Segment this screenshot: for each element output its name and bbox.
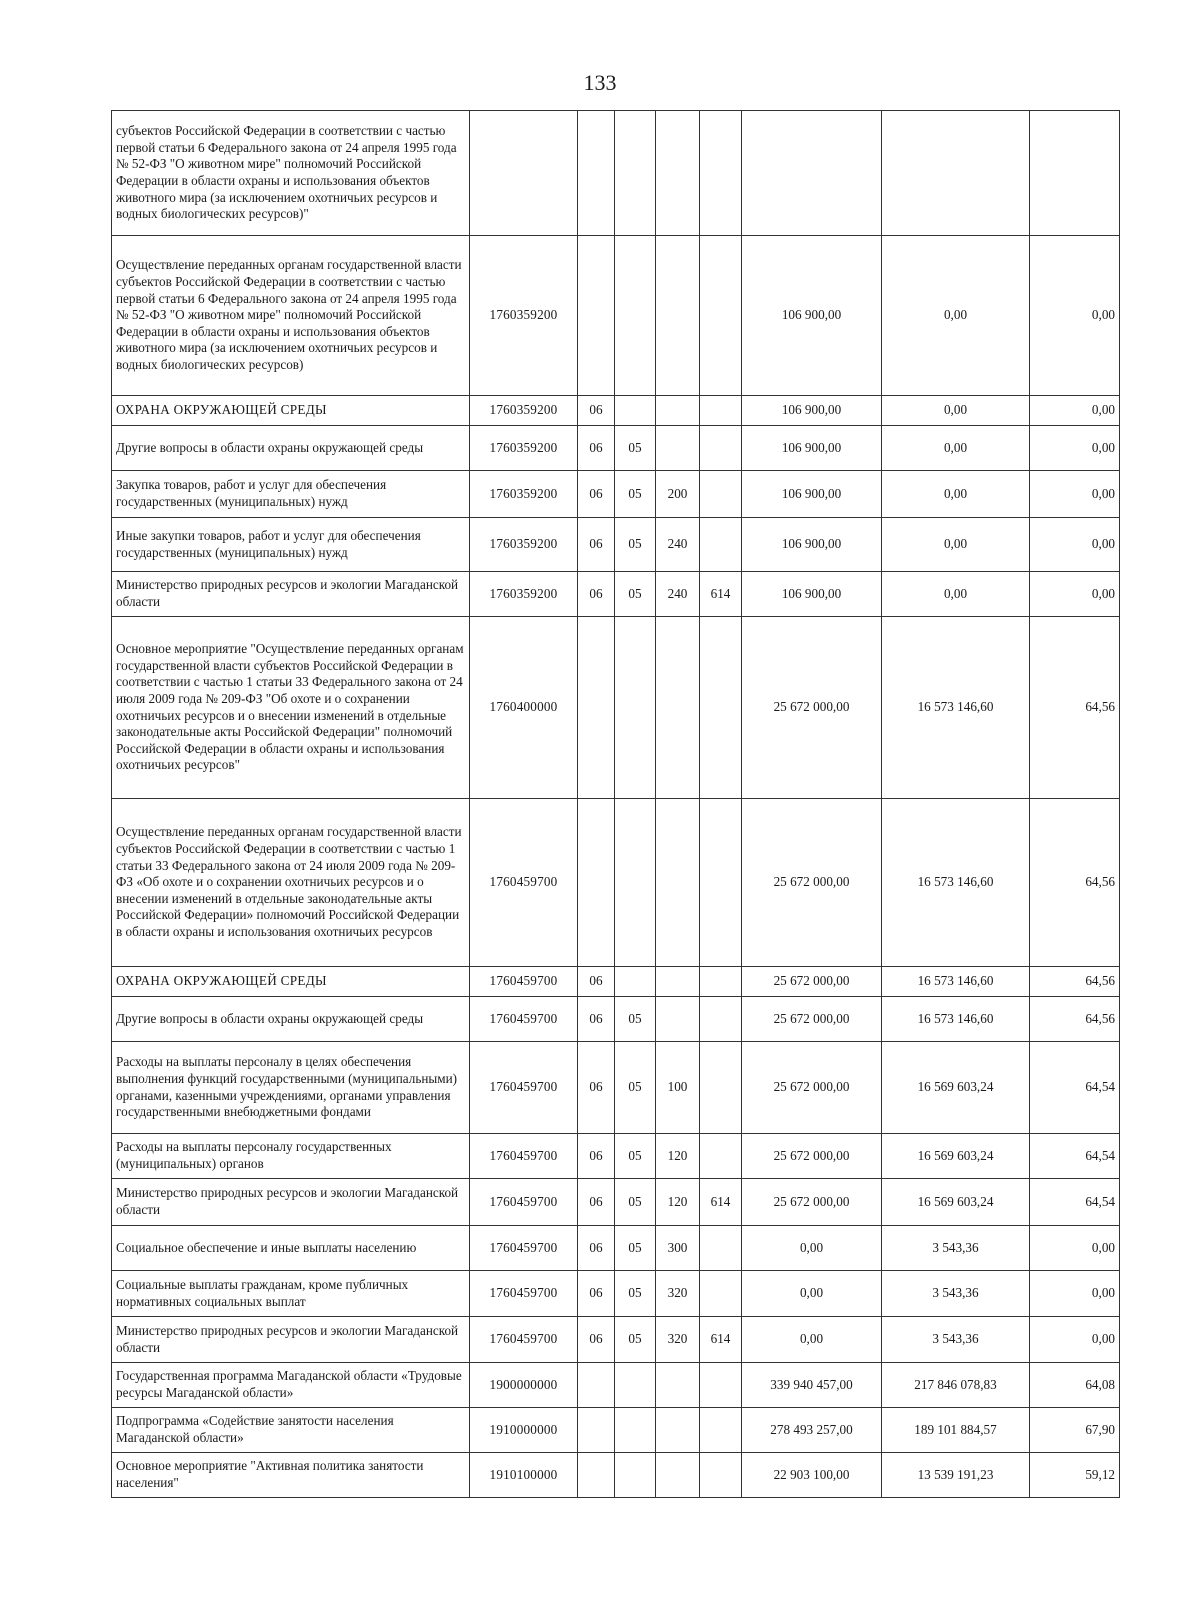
row-percent: 64,56 [1030,617,1120,799]
row-plan: 25 672 000,00 [742,1042,882,1134]
row-gr [700,967,742,997]
table-row [112,1179,1120,1226]
row-plan: 22 903 100,00 [742,1453,882,1498]
row-percent: 64,54 [1030,1042,1120,1134]
row-name: Государственная программа Магаданской области «Трудовые ресурсы Магаданской области» [112,1363,470,1408]
row-target-code: 1760359200 [470,236,578,396]
row-gr [700,1042,742,1134]
row-name: Иные закупки товаров, работ и услуг для обеспечения государственных (муниципальных) нужд [112,518,470,572]
row-executed: 16 569 603,24 [882,1179,1030,1226]
table-row [112,1042,1120,1134]
row-section [578,111,615,236]
row-target-code: 1760459700 [470,1271,578,1317]
row-gr [700,518,742,572]
table-row [112,1408,1120,1453]
row-target-code: 1760400000 [470,617,578,799]
row-subsection: 05 [615,426,656,471]
row-name: Подпрограмма «Содействие занятости населения Магаданской области» [112,1408,470,1453]
row-expense-type [656,617,700,799]
row-section: 06 [578,1134,615,1179]
row-section: 06 [578,471,615,518]
row-executed: 3 543,36 [882,1317,1030,1363]
row-plan: 25 672 000,00 [742,1134,882,1179]
row-subsection: 05 [615,471,656,518]
table-row [112,236,1120,396]
row-expense-type [656,967,700,997]
row-expense-type: 320 [656,1271,700,1317]
table-row [112,518,1120,572]
row-expense-type [656,1363,700,1408]
row-percent: 0,00 [1030,1317,1120,1363]
row-name: Министерство природных ресурсов и экологии Магаданской области [112,572,470,617]
row-expense-type [656,111,700,236]
row-section [578,799,615,967]
row-target-code: 1760459700 [470,1317,578,1363]
row-executed: 0,00 [882,471,1030,518]
row-executed: 16 573 146,60 [882,799,1030,967]
row-executed: 3 543,36 [882,1226,1030,1271]
row-expense-type: 200 [656,471,700,518]
row-plan: 106 900,00 [742,426,882,471]
row-executed: 3 543,36 [882,1271,1030,1317]
row-subsection: 05 [615,997,656,1042]
row-plan: 106 900,00 [742,236,882,396]
row-name: Другие вопросы в области охраны окружающей среды [112,997,470,1042]
row-name: ОХРАНА ОКРУЖАЮЩЕЙ СРЕДЫ [112,396,470,426]
row-name: Расходы на выплаты персоналу в целях обеспечения выполнения функций государственными (муниципальными) органами, казенными учреждениями, органами управления государственными внебюджетными фондами [112,1042,470,1134]
row-gr: 614 [700,1179,742,1226]
row-subsection [615,1408,656,1453]
table-row [112,572,1120,617]
row-subsection [615,396,656,426]
row-name: ОХРАНА ОКРУЖАЮЩЕЙ СРЕДЫ [112,967,470,997]
row-expense-type [656,426,700,471]
table-row [112,1363,1120,1408]
row-executed: 16 573 146,60 [882,997,1030,1042]
row-target-code [470,111,578,236]
row-executed: 0,00 [882,426,1030,471]
row-subsection: 05 [615,518,656,572]
row-gr [700,1134,742,1179]
row-plan: 106 900,00 [742,572,882,617]
row-section: 06 [578,572,615,617]
row-gr [700,111,742,236]
table-row [112,1271,1120,1317]
row-target-code: 1760459700 [470,1042,578,1134]
budget-table [111,110,1120,1498]
row-subsection [615,1453,656,1498]
table-row [112,471,1120,518]
row-section: 06 [578,426,615,471]
row-target-code: 1760359200 [470,396,578,426]
row-section: 06 [578,967,615,997]
row-expense-type [656,236,700,396]
row-percent: 64,56 [1030,799,1120,967]
row-section [578,236,615,396]
row-name: Расходы на выплаты персоналу государственных (муниципальных) органов [112,1134,470,1179]
row-plan: 0,00 [742,1271,882,1317]
row-section: 06 [578,1042,615,1134]
row-plan: 0,00 [742,1226,882,1271]
row-target-code: 1760359200 [470,518,578,572]
page-number: 133 [583,70,617,95]
row-name: Осуществление переданных органам государственной власти субъектов Российской Федерации в соответствии с частью первой статьи 6 Федерального закона от 24 апреля 1995 года № 52-ФЗ "О животном мире" полномочий Российской Федерации в области охраны и использования объектов животного мира (за исключением охотничьих ресурсов и водных биологических ресурсов) [112,236,470,396]
row-executed: 217 846 078,83 [882,1363,1030,1408]
row-section: 06 [578,518,615,572]
row-executed: 13 539 191,23 [882,1453,1030,1498]
row-target-code: 1760359200 [470,572,578,617]
row-gr [700,396,742,426]
row-executed: 0,00 [882,572,1030,617]
row-percent: 64,54 [1030,1134,1120,1179]
row-plan: 25 672 000,00 [742,617,882,799]
row-gr [700,799,742,967]
table-row [112,1226,1120,1271]
row-executed: 189 101 884,57 [882,1408,1030,1453]
row-plan: 0,00 [742,1317,882,1363]
row-plan: 106 900,00 [742,396,882,426]
row-gr [700,1363,742,1408]
row-executed: 0,00 [882,396,1030,426]
row-expense-type: 100 [656,1042,700,1134]
row-subsection [615,617,656,799]
row-gr [700,236,742,396]
row-executed: 16 569 603,24 [882,1042,1030,1134]
table-row [112,967,1120,997]
row-section [578,1363,615,1408]
row-section: 06 [578,997,615,1042]
row-expense-type [656,1453,700,1498]
row-name: Осуществление переданных органам государственной власти субъектов Российской Федерации в соответствии с частью 1 статьи 33 Федерального закона от 24 июля 2009 года № 209-ФЗ «Об охоте и о сохранении охотничьих ресурсов и о внесении изменений в отдельные законодательные акты Российской Федерации» полномочий Российской Федерации в области охраны и использования охотничьих ресурсов [112,799,470,967]
row-name: Социальное обеспечение и иные выплаты населению [112,1226,470,1271]
row-percent: 0,00 [1030,1271,1120,1317]
row-name: Социальные выплаты гражданам, кроме публичных нормативных социальных выплат [112,1271,470,1317]
row-expense-type [656,799,700,967]
row-percent: 0,00 [1030,236,1120,396]
row-name: субъектов Российской Федерации в соответствии с частью первой статьи 6 Федерального закона от 24 апреля 1995 года № 52-ФЗ "О животном мире" полномочий Российской Федерации в области охраны и использования объектов животного мира (за исключением охотничьих ресурсов и водных биологических ресурсов)" [112,111,470,236]
row-percent: 0,00 [1030,572,1120,617]
row-expense-type: 240 [656,518,700,572]
row-expense-type [656,997,700,1042]
row-expense-type: 320 [656,1317,700,1363]
row-gr: 614 [700,1317,742,1363]
row-target-code: 1760359200 [470,426,578,471]
row-executed: 16 573 146,60 [882,967,1030,997]
row-name: Основное мероприятие "Активная политика занятости населения" [112,1453,470,1498]
row-executed [882,111,1030,236]
row-percent: 0,00 [1030,518,1120,572]
row-gr [700,617,742,799]
row-subsection: 05 [615,1317,656,1363]
row-section: 06 [578,1317,615,1363]
row-target-code: 1910100000 [470,1453,578,1498]
row-gr [700,1271,742,1317]
row-executed: 16 569 603,24 [882,1134,1030,1179]
row-subsection: 05 [615,572,656,617]
row-percent: 0,00 [1030,426,1120,471]
row-expense-type: 240 [656,572,700,617]
row-subsection: 05 [615,1226,656,1271]
row-name: Министерство природных ресурсов и экологии Магаданской области [112,1179,470,1226]
row-target-code: 1760459700 [470,799,578,967]
row-subsection [615,1363,656,1408]
row-percent: 0,00 [1030,471,1120,518]
row-target-code: 1760459700 [470,1179,578,1226]
row-plan: 25 672 000,00 [742,997,882,1042]
row-name: Закупка товаров, работ и услуг для обеспечения государственных (муниципальных) нужд [112,471,470,518]
row-section: 06 [578,1226,615,1271]
row-subsection [615,967,656,997]
row-gr [700,997,742,1042]
row-target-code: 1910000000 [470,1408,578,1453]
row-percent: 0,00 [1030,1226,1120,1271]
row-subsection: 05 [615,1134,656,1179]
row-target-code: 1760459700 [470,967,578,997]
row-percent: 64,08 [1030,1363,1120,1408]
table-row [112,799,1120,967]
row-executed: 0,00 [882,518,1030,572]
row-gr [700,1453,742,1498]
row-plan: 339 940 457,00 [742,1363,882,1408]
row-expense-type [656,1408,700,1453]
row-percent: 0,00 [1030,396,1120,426]
row-executed: 16 573 146,60 [882,617,1030,799]
row-expense-type [656,396,700,426]
row-subsection [615,111,656,236]
row-plan: 25 672 000,00 [742,1179,882,1226]
table-row [112,1134,1120,1179]
table-row [112,426,1120,471]
row-target-code: 1760359200 [470,471,578,518]
row-expense-type: 120 [656,1134,700,1179]
row-section: 06 [578,1179,615,1226]
row-percent: 64,56 [1030,997,1120,1042]
row-target-code: 1760459700 [470,997,578,1042]
row-percent: 64,54 [1030,1179,1120,1226]
table-row [112,396,1120,426]
row-section: 06 [578,396,615,426]
row-subsection: 05 [615,1179,656,1226]
row-gr [700,471,742,518]
row-gr [700,1408,742,1453]
row-expense-type: 120 [656,1179,700,1226]
table-row [112,1317,1120,1363]
row-gr: 614 [700,572,742,617]
row-target-code: 1760459700 [470,1226,578,1271]
row-section [578,1408,615,1453]
table-row [112,1453,1120,1498]
row-plan: 106 900,00 [742,518,882,572]
row-plan: 25 672 000,00 [742,799,882,967]
table-row [112,997,1120,1042]
row-executed: 0,00 [882,236,1030,396]
row-gr [700,1226,742,1271]
row-target-code: 1900000000 [470,1363,578,1408]
row-section: 06 [578,1271,615,1317]
row-percent: 64,56 [1030,967,1120,997]
row-name: Основное мероприятие "Осуществление переданных органам государственной власти субъектов Российской Федерации в соответствии с частью 1 статьи 33 Федерального закона от 24 июля 2009 года № 209-ФЗ "Об охоте и о сохранении охотничьих ресурсов и о внесении изменений в отдельные законодательные акты Российской Федерации" полномочий Российской Федерации в области охраны и использования охотничьих ресурсов" [112,617,470,799]
row-subsection [615,799,656,967]
row-plan: 25 672 000,00 [742,967,882,997]
table-row [112,111,1120,236]
row-target-code: 1760459700 [470,1134,578,1179]
row-percent [1030,111,1120,236]
row-plan: 278 493 257,00 [742,1408,882,1453]
row-plan [742,111,882,236]
row-gr [700,426,742,471]
row-name: Другие вопросы в области охраны окружающей среды [112,426,470,471]
row-subsection [615,236,656,396]
row-percent: 59,12 [1030,1453,1120,1498]
table-row [112,617,1120,799]
row-plan: 106 900,00 [742,471,882,518]
row-section [578,1453,615,1498]
row-subsection: 05 [615,1042,656,1134]
row-expense-type: 300 [656,1226,700,1271]
row-percent: 67,90 [1030,1408,1120,1453]
row-subsection: 05 [615,1271,656,1317]
row-section [578,617,615,799]
row-name: Министерство природных ресурсов и экологии Магаданской области [112,1317,470,1363]
